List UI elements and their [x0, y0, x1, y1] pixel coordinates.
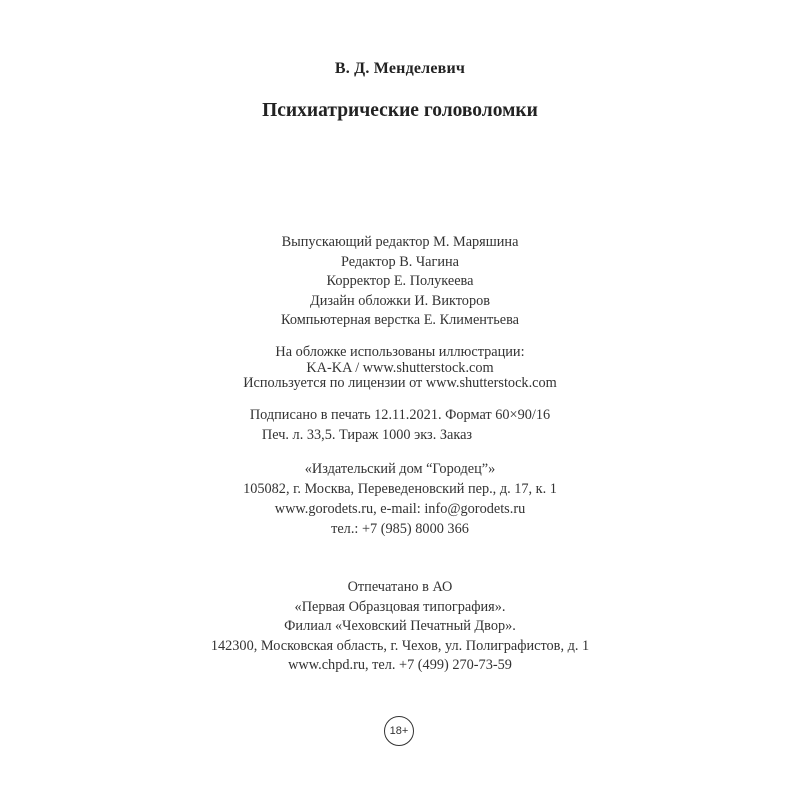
author-name: В. Д. Менделевич — [334, 60, 466, 77]
age-rating-badge: 18+ — [384, 716, 414, 746]
credit-line: Выпускающий редактор М. Маряшина — [281, 234, 519, 250]
publisher-info — [0, 459, 800, 539]
cover-note-line: KA-KA / www.shutterstock.com — [306, 359, 494, 376]
publisher-line: 105082, г. Москва, Переведеновский пер., д. 17, к. 1 — [243, 481, 557, 497]
cover-note-line: Используется по лицензии от www.shutterstock.com — [243, 375, 557, 391]
print-info-line: Печ. л. 33,5. Тираж 1000 экз. Заказ — [261, 427, 473, 443]
editorial-credits — [0, 233, 800, 331]
credit-line: Компьютерная верстка Е. Климентьева — [281, 312, 519, 328]
publisher-line: www.gorodets.ru, e-mail: info@gorodets.ru — [274, 501, 526, 517]
printer-line: Отпечатано в АО — [347, 579, 453, 595]
printer-line: «Первая Образцовая типография». — [294, 598, 506, 615]
cover-note-line: На обложке использованы иллюстрации: — [275, 344, 525, 360]
book-title: Психиатрические головоломки — [262, 100, 538, 121]
publisher-line: тел.: +7 (985) 8000 366 — [331, 521, 469, 537]
credit-line: Дизайн обложки И. Викторов — [310, 292, 490, 309]
publisher-line: «Издательский дом “Городец”» — [304, 461, 496, 477]
printer-line: Филиал «Чеховский Печатный Двор». — [284, 618, 516, 634]
credit-line: Корректор Е. Полукеева — [326, 273, 474, 289]
printer-info — [0, 578, 800, 676]
print-info — [0, 405, 800, 445]
printer-line: 142300, Московская область, г. Чехов, ул. Полиграфистов, д. 1 — [210, 637, 590, 654]
printer-line: www.chpd.ru, тел. +7 (499) 270-73-59 — [288, 657, 512, 673]
print-info-line: Подписано в печать 12.11.2021. Формат 60×90/16 — [249, 407, 551, 423]
cover-illustration-note — [0, 345, 800, 392]
credit-line: Редактор В. Чагина — [340, 253, 460, 270]
